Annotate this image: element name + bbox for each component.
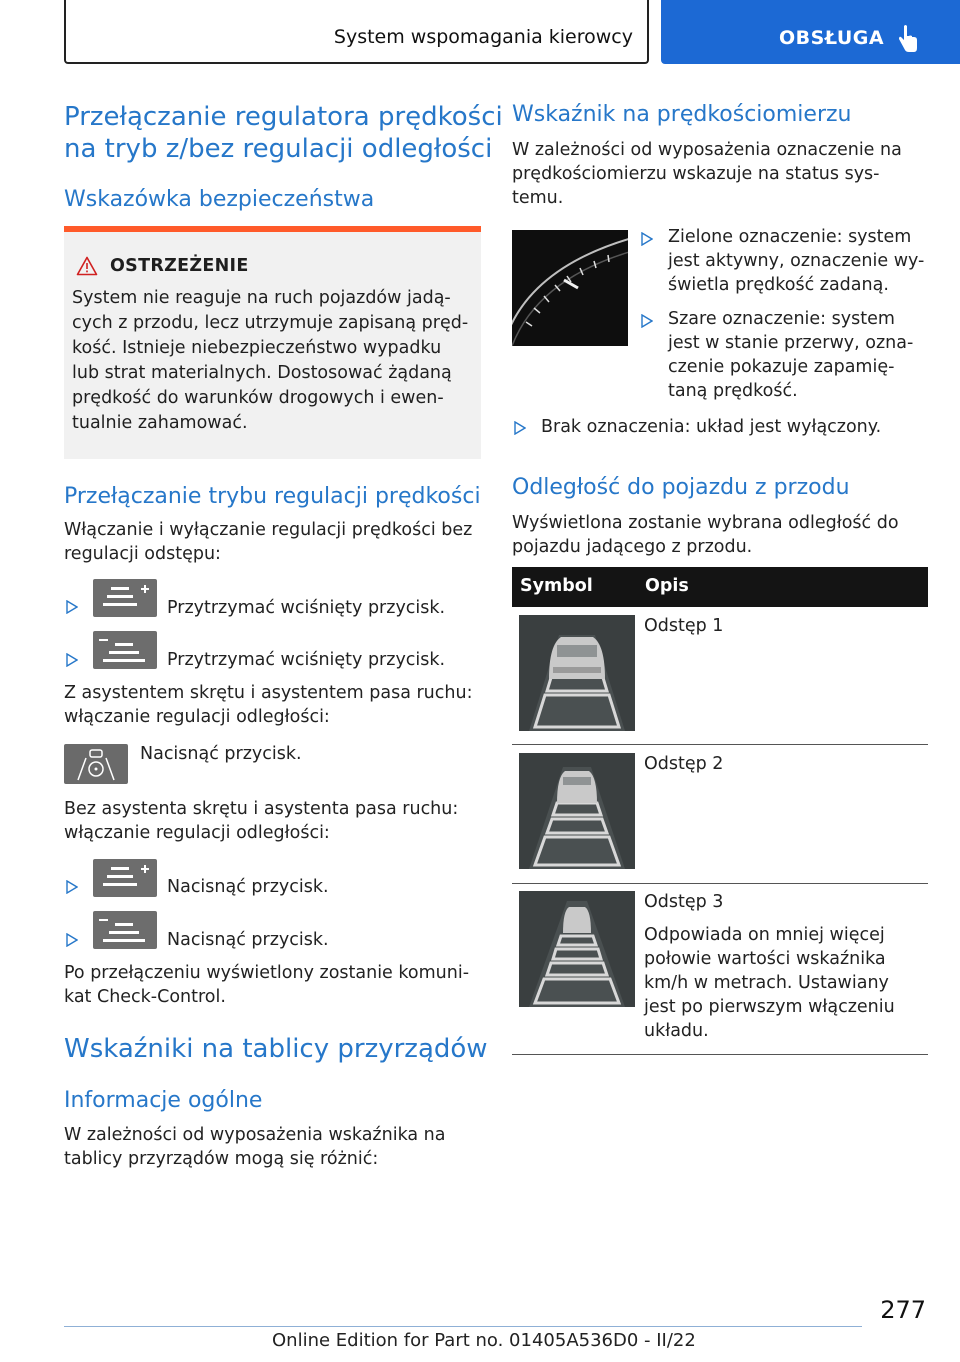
warning-box bbox=[64, 226, 481, 459]
text-line: km/h w metrach. Ustawiany bbox=[644, 973, 889, 993]
cruise-plus-button-icon bbox=[93, 579, 157, 617]
warning-line: lub strat materialnych. Dostosować żądaną bbox=[72, 363, 452, 383]
press-button-text-1: Nacisnąć przycisk. bbox=[140, 744, 302, 764]
distance-1-desc: Odstęp 1 bbox=[644, 616, 724, 636]
text-line: prędkościomierzu wskazuje na status sys- bbox=[512, 164, 880, 184]
chapter-tab-label: OBSŁUGA bbox=[779, 27, 885, 49]
text-line: Odpowiada on mniej więcej bbox=[644, 925, 885, 945]
warning-line: System nie reaguje na ruch pojazdów jadą- bbox=[72, 288, 451, 308]
footer-edition: Online Edition for Part no. 01405A536D0 - II/22 bbox=[272, 1330, 696, 1351]
speedometer-image bbox=[512, 230, 628, 346]
cruise-minus-button-icon bbox=[93, 631, 157, 669]
general-heading: Informacje ogólne bbox=[64, 1088, 263, 1113]
chapter-tab[interactable] bbox=[661, 0, 960, 64]
bullet-triangle-icon bbox=[641, 232, 653, 246]
press-button-text-2: Nacisnąć przycisk. bbox=[167, 877, 329, 897]
cruise-minus-button-icon bbox=[93, 911, 157, 949]
text-line: pojazdu jadącego z przodu. bbox=[512, 537, 753, 557]
assist-intro bbox=[64, 681, 472, 729]
table-col-desc: Opis bbox=[645, 576, 689, 596]
distance-1-image bbox=[519, 615, 635, 731]
speedo-intro bbox=[512, 138, 902, 210]
text-line: temu. bbox=[512, 188, 564, 208]
distance-assist-button-icon bbox=[64, 744, 128, 784]
warning-triangle-icon bbox=[76, 256, 98, 276]
text-line: W zależności od wyposażenia oznaczenie na bbox=[512, 140, 902, 160]
text-line: czenie pokazuje zapamię- bbox=[668, 357, 895, 377]
no-assist-intro bbox=[64, 797, 458, 845]
safety-heading: Wskazówka bezpieczeństwa bbox=[64, 187, 375, 212]
text-line: Po przełączeniu wyświetlony zostanie komuni- bbox=[64, 963, 470, 983]
after-switch-text bbox=[64, 961, 469, 1009]
table-row-divider bbox=[512, 744, 928, 745]
distance-3-image bbox=[519, 891, 635, 1007]
text-line: W zależności od wyposażenia wskaźnika na bbox=[64, 1125, 446, 1145]
text-line: taną prędkość. bbox=[668, 381, 798, 401]
warning-line: cych z przodu, lecz utrzymuje zapisaną pręd- bbox=[72, 313, 469, 333]
grey-mark-text bbox=[668, 307, 913, 403]
section-title: System wspomagania kierowcy bbox=[333, 26, 633, 48]
text-line: Szare oznaczenie: system bbox=[668, 309, 895, 329]
text-line: Zielone oznaczenie: system bbox=[668, 227, 912, 247]
warning-line: kość. Istnieje niebezpieczeństwo wypadku bbox=[72, 338, 442, 358]
text-line: jest w stanie przerwy, ozna- bbox=[668, 333, 914, 353]
main-heading-line-1: Przełączanie regulatora prędkości bbox=[64, 102, 503, 132]
text-line: Bez asystenta skrętu i asystenta pasa ruchu: bbox=[64, 799, 459, 819]
table-row-divider bbox=[512, 1054, 928, 1055]
table-col-symbol: Symbol bbox=[520, 576, 593, 596]
distance-2-desc: Odstęp 2 bbox=[644, 754, 724, 774]
text-line: włączanie regulacji odległości: bbox=[64, 823, 330, 843]
distance-2-image bbox=[519, 753, 635, 869]
text-line: włączanie regulacji odległości: bbox=[64, 707, 330, 727]
text-line: świetla prędkość zadaną. bbox=[668, 275, 889, 295]
indicators-heading: Wskaźniki na tablicy przyrządów bbox=[64, 1034, 488, 1064]
speedo-heading: Wskaźnik na prędkościomierzu bbox=[512, 102, 852, 127]
warning-line: prędkość do warunków drogowych i ewen- bbox=[72, 388, 444, 408]
page-number: 277 bbox=[880, 1296, 926, 1324]
hold-button-text-2: Przytrzymać wciśnięty przycisk. bbox=[167, 650, 446, 670]
mode-heading: Przełączanie trybu regulacji prędkości bbox=[64, 484, 481, 509]
text-line: jest po pierwszym włączeniu bbox=[644, 997, 895, 1017]
distance-intro bbox=[512, 511, 899, 559]
bullet-triangle-icon bbox=[66, 933, 78, 947]
text-line: połowie wartości wskaźnika bbox=[644, 949, 886, 969]
footer-divider bbox=[64, 1326, 862, 1327]
bullet-triangle-icon bbox=[66, 653, 78, 667]
text-line: Włączanie i wyłączanie regulacji prędkości bez bbox=[64, 520, 473, 540]
green-mark-text bbox=[668, 225, 924, 297]
text-line: Wyświetlona zostanie wybrana odległość do bbox=[512, 513, 899, 533]
no-mark-text: Brak oznaczenia: układ jest wyłączony. bbox=[541, 417, 882, 437]
cruise-plus-button-icon bbox=[93, 859, 157, 897]
press-button-text-3: Nacisnąć przycisk. bbox=[167, 930, 329, 950]
general-text bbox=[64, 1123, 446, 1171]
table-row-divider bbox=[512, 883, 928, 884]
warning-text bbox=[72, 286, 477, 436]
hold-button-text-1: Przytrzymać wciśnięty przycisk. bbox=[167, 598, 446, 618]
text-line: jest aktywny, oznaczenie wy- bbox=[668, 251, 925, 271]
bullet-triangle-icon bbox=[66, 600, 78, 614]
warning-line: tualnie zahamować. bbox=[72, 413, 248, 433]
bullet-triangle-icon bbox=[641, 314, 653, 328]
warning-title: OSTRZEŻENIE bbox=[110, 256, 249, 276]
table-header bbox=[512, 567, 928, 607]
text-line: regulacji odstępu: bbox=[64, 544, 221, 564]
header-section-box bbox=[64, 0, 649, 64]
distance-3-desc: Odstęp 3 bbox=[644, 892, 724, 912]
text-line: tablicy przyrządów mogą się różnić: bbox=[64, 1149, 379, 1169]
bullet-triangle-icon bbox=[514, 421, 526, 435]
text-line: Z asystentem skrętu i asystentem pasa ruchu: bbox=[64, 683, 473, 703]
bullet-triangle-icon bbox=[66, 880, 78, 894]
distance-heading: Odległość do pojazdu z przodu bbox=[512, 475, 850, 500]
main-heading-line-2: na tryb z/bez regulacji odległości bbox=[64, 134, 493, 164]
pointing-hand-icon bbox=[897, 24, 919, 54]
text-line: kat Check-Control. bbox=[64, 987, 226, 1007]
warning-bar bbox=[64, 226, 481, 232]
distance-3-extra bbox=[644, 923, 895, 1043]
mode-intro bbox=[64, 518, 472, 566]
main-heading bbox=[64, 101, 503, 165]
text-line: układu. bbox=[644, 1021, 709, 1041]
